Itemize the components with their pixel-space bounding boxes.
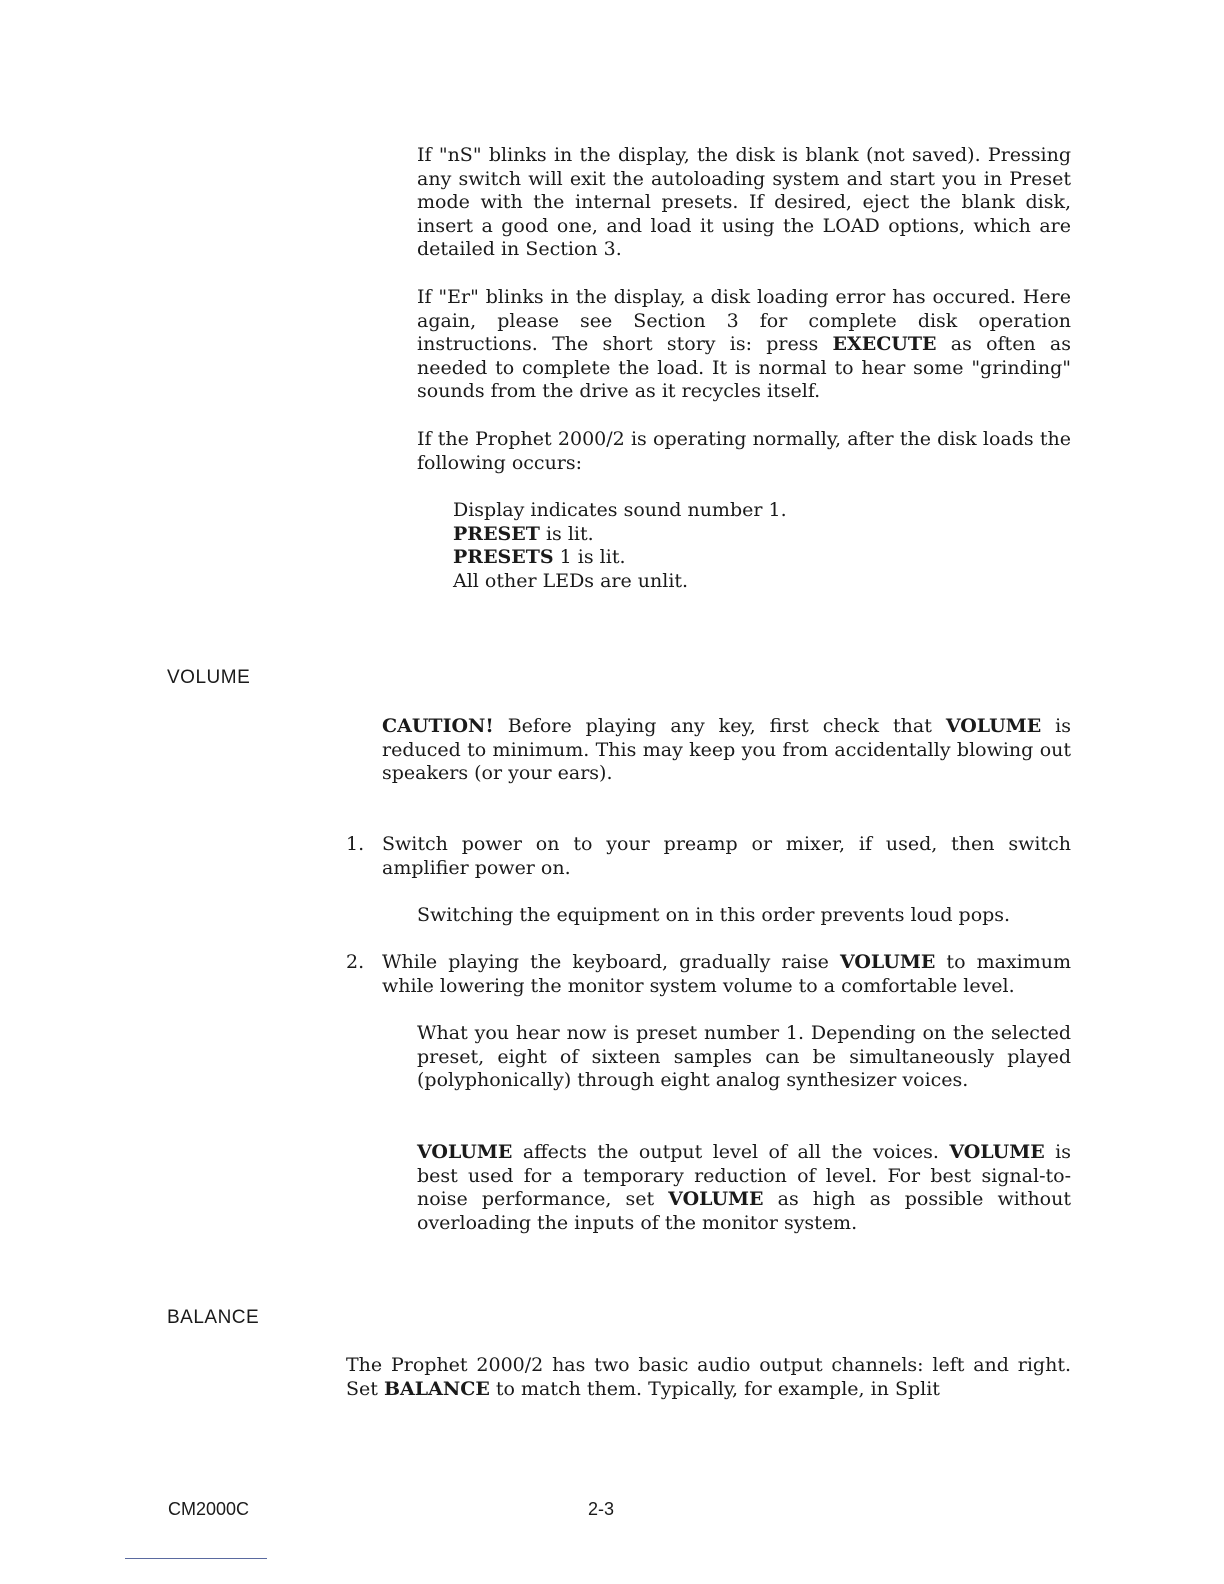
normal-operation-paragraph: If the Prophet 2000/2 is operating normally, after the disk loads the following occurs: [417, 428, 1071, 474]
balance-heading: BALANCE [167, 1307, 260, 1328]
step2-note-preset: What you hear now is preset number 1. Depending on the selected preset, eight of sixteen samples can be simultaneously played (polyphonically) through eight analog synthesizer voices. [417, 1022, 1071, 1091]
er-text-before: If "Er" blinks in the display, a disk loading error has occured. Here again, please see Section 3 for complete disk operation instructions. The short story is: press [417, 286, 1071, 355]
caution-paragraph: CAUTION! Before playing any key, first check that VOLUME is reduced to minimum. This may keep you from accidentally blowing out speakers (or your ears). [382, 715, 1072, 784]
volume-heading: VOLUME [167, 667, 251, 688]
footer-rule [125, 1558, 267, 1559]
step-number: 1. [346, 833, 365, 855]
execute-keyword: EXECUTE [832, 333, 937, 355]
er-text-after: as often as needed to complete the load. It is normal to hear some "grinding" sounds from the drive as it recycles itself. [417, 333, 1071, 402]
step-number: 2. [346, 951, 365, 973]
balance-paragraph: The Prophet 2000/2 has two basic audio output channels: left and right. Set BALANCE to match them. Typically, for example, in Split [346, 1354, 1071, 1400]
list-item: Display indicates sound number 1. [453, 499, 787, 521]
document-code: CM2000C [168, 1499, 250, 1519]
list-item: PRESETS 1 is lit. [453, 546, 626, 568]
list-item: All other LEDs are unlit. [453, 569, 689, 592]
step2-text: While playing the keyboard, gradually raise VOLUME to maximum while lowering the monitor system volume to a comfortable level. [382, 951, 1072, 997]
er-paragraph [417, 286, 1071, 404]
list-item: PRESET is lit. [453, 522, 594, 545]
step1-note: Switching the equipment on in this order prevents loud pops. [417, 904, 1011, 926]
ns-paragraph: If "nS" blinks in the display, the disk is blank (not saved). Pressing any switch will exit the autoloading system and start you in Preset mode with the internal presets. If desired, eject the blank disk, insert a good one, and load it using the LOAD options, which are detailed in Section 3. [417, 144, 1071, 260]
step2-note-volume: VOLUME affects the output level of all the voices. VOLUME is best used for a temporary reduction of level. For best signal-to-noise performance, set VOLUME as high as possible without overloading the inputs of the monitor system. [417, 1141, 1071, 1234]
page-number: 2-3 [588, 1499, 615, 1519]
step1-text: Switch power on to your preamp or mixer, if used, then switch amplifier power on. [382, 833, 1071, 879]
startup-state-list [453, 499, 1053, 593]
